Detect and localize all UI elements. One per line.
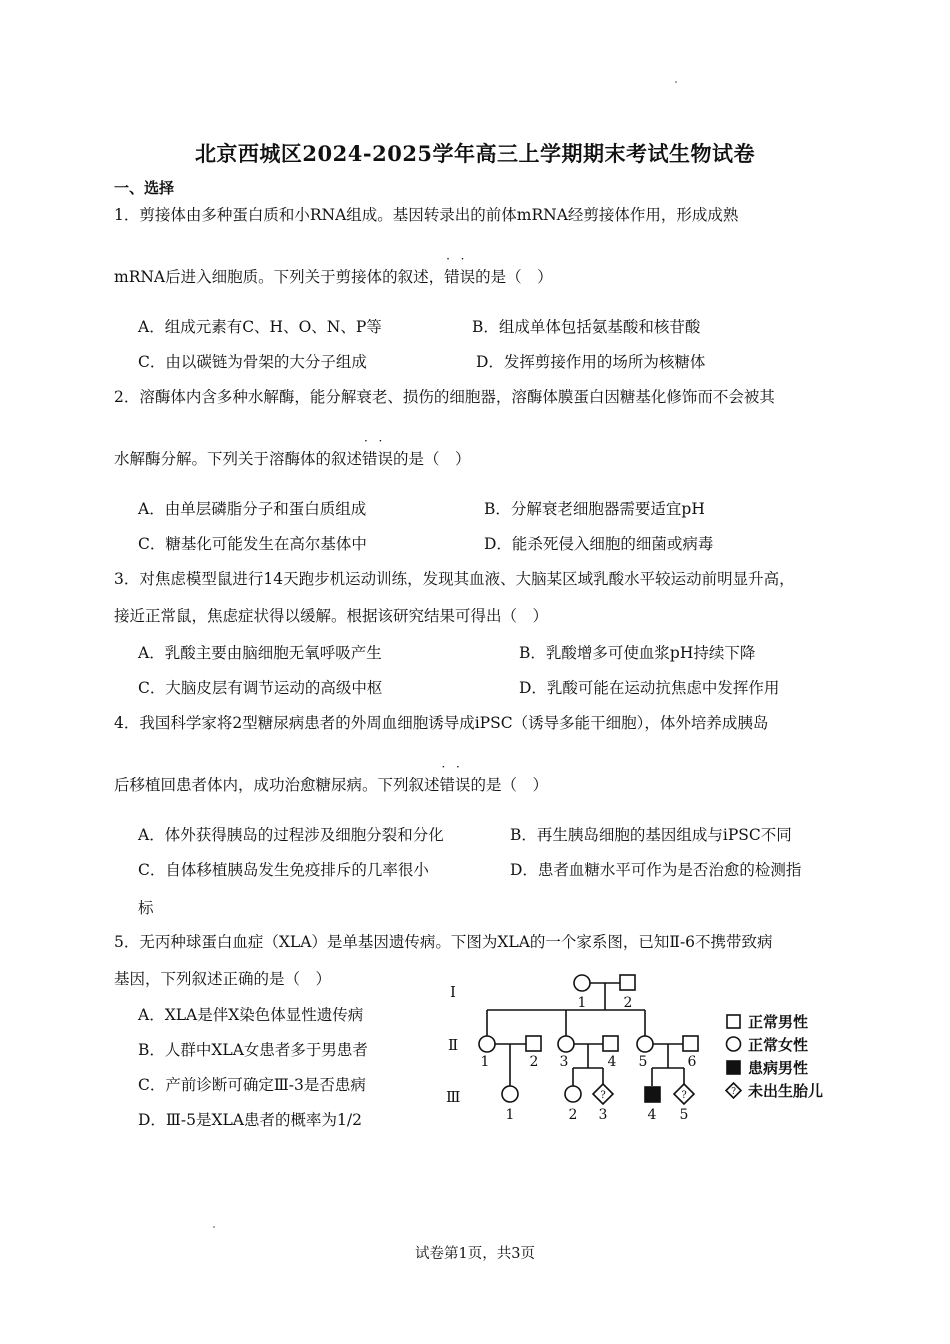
gen2-number: 6 xyxy=(687,1054,697,1070)
emphasis-text: · · 错误 xyxy=(440,773,471,795)
page-footer: 试卷第1页，共3页 xyxy=(415,1246,535,1262)
gen-label-2: Ⅱ xyxy=(448,1036,459,1054)
gen1-number: 2 xyxy=(623,995,633,1011)
q4-stem-line2: 后移植回患者体内，成功治愈糖尿病。下列叙述· · 错误的是（ ） xyxy=(114,773,548,795)
pedigree-diagram xyxy=(440,970,860,1130)
q3-option-b: B．乳酸增多可使血浆pH持续下降 xyxy=(519,644,756,662)
legend-affected-male-symbol xyxy=(727,1061,740,1074)
q3-option-a: A．乳酸主要由脑细胞无氧呼吸产生 xyxy=(138,644,382,662)
gen2-female-3 xyxy=(558,1036,574,1052)
q1-option-b: B．组成单体包括氨基酸和核苷酸 xyxy=(472,318,701,336)
gen2-number: 3 xyxy=(559,1054,569,1070)
emphasis-text: · · 错误 xyxy=(444,265,475,287)
emphasis-text: · · 错误 xyxy=(362,447,393,469)
q2-stem-line1: 2．溶酶体内含多种水解酶，能分解衰老、损伤的细胞器，溶酶体膜蛋白因糖基化修饰而不会被其 xyxy=(114,388,775,406)
gen1-female-1 xyxy=(574,975,590,991)
q2-stem-line2: 水解酶分解。下列关于溶酶体的叙述· · 错误的是（ ） xyxy=(114,447,471,469)
gen3-number: 2 xyxy=(568,1107,578,1123)
gen-label-1: Ⅰ xyxy=(450,983,456,1001)
gen3-female-2 xyxy=(565,1086,581,1102)
q5-option-b: B．人群中XLA女患者多于男患者 xyxy=(138,1041,368,1059)
q4-option-b: B．再生胰岛细胞的基因组成与iPSC不同 xyxy=(510,826,792,844)
gen2-male-4 xyxy=(603,1036,618,1051)
q2-option-b: B．分解衰老细胞器需要适宜pH xyxy=(484,500,705,518)
q3-stem-line2: 接近正常鼠，焦虑症状得以缓解。根据该研究结果可得出（ ） xyxy=(114,607,549,625)
q5-option-a: A．XLA是伴X染色体显性遗传病 xyxy=(138,1006,364,1024)
legend-normal-female-symbol xyxy=(727,1037,741,1051)
gen2-male-6 xyxy=(683,1036,698,1051)
section-heading: 一、选择 xyxy=(114,179,175,197)
gen3-number: 4 xyxy=(647,1107,657,1123)
q5-stem-line1: 5．无丙种球蛋白血症（XLA）是单基因遗传病。下图为XLA的一个家系图，已知Ⅱ-6不携带致病 xyxy=(114,933,773,951)
q3-stem-line1: 3．对焦虑模型鼠进行14天跑步机运动训练，发现其血液、大脑某区域乳酸水平较运动前明显升高， xyxy=(114,570,795,588)
q1-stem-line2: mRNA后进入细胞质。下列关于剪接体的叙述，· · 错误的是（ ） xyxy=(114,265,553,287)
page-title: 北京西城区2024-2025学年高三上学期期末考试生物试卷 xyxy=(194,141,756,166)
gen1-number: 1 xyxy=(577,995,587,1011)
scan-dot xyxy=(213,1226,215,1228)
legend-normal-female: 正常女性 xyxy=(748,1036,809,1054)
legend-unborn: 未出生胎儿 xyxy=(748,1082,824,1100)
q4-option-d: D．患者血糖水平可作为是否治愈的检测指 xyxy=(510,861,802,879)
unborn-mark: ? xyxy=(731,1087,736,1097)
q4-option-c: C．自体移植胰岛发生免疫排斥的几率很小 xyxy=(138,861,429,879)
gen3-number: 1 xyxy=(505,1107,515,1123)
q1-stem-line1: 1．剪接体由多种蛋白质和小RNA组成。基因转录出的前体mRNA经剪接体作用，形成成熟 xyxy=(114,206,739,224)
q1-option-a: A．组成元素有C、H、O、N、P等 xyxy=(138,318,382,336)
q4-stem-line1: 4．我国科学家将2型糖尿病患者的外周血细胞诱导成iPSC（诱导多能干细胞），体外培养成胰岛 xyxy=(114,714,769,732)
q1-option-d: D．发挥剪接作用的场所为核糖体 xyxy=(476,353,706,371)
scan-dot xyxy=(675,81,677,83)
q4-option-a: A．体外获得胰岛的过程涉及细胞分裂和分化 xyxy=(138,826,444,844)
legend-affected-male: 患病男性 xyxy=(748,1059,809,1077)
q2-option-c: C．糖基化可能发生在高尔基体中 xyxy=(138,535,367,553)
unborn-mark: ? xyxy=(681,1090,687,1101)
gen3-affected-male-4 xyxy=(645,1087,660,1102)
gen3-number: 3 xyxy=(598,1107,608,1123)
q4-option-d-wrap: 标 xyxy=(138,899,154,917)
gen2-female-1 xyxy=(479,1036,495,1052)
gen2-number: 1 xyxy=(480,1054,490,1070)
legend-normal-male-symbol xyxy=(727,1015,740,1028)
q3-option-d: D．乳酸可能在运动抗焦虑中发挥作用 xyxy=(519,679,780,697)
gen2-female-5 xyxy=(637,1036,653,1052)
gen2-number: 2 xyxy=(529,1054,539,1070)
q1-option-c: C．由以碳链为骨架的大分子组成 xyxy=(138,353,367,371)
q2-option-a: A．由单层磷脂分子和蛋白质组成 xyxy=(138,500,367,518)
q5-stem-line2: 基因，下列叙述正确的是（ ） xyxy=(114,970,332,988)
unborn-mark: ? xyxy=(600,1090,606,1101)
gen3-number: 5 xyxy=(679,1107,689,1123)
q5-option-d: D．Ⅲ-5是XLA患者的概率为1/2 xyxy=(138,1111,362,1129)
gen2-male-2 xyxy=(526,1036,541,1051)
legend-normal-male: 正常男性 xyxy=(748,1013,809,1031)
gen2-number: 4 xyxy=(607,1054,617,1070)
gen2-number: 5 xyxy=(638,1054,648,1070)
gen1-male-2 xyxy=(620,975,635,990)
gen3-female-1 xyxy=(502,1086,518,1102)
q3-option-c: C．大脑皮层有调节运动的高级中枢 xyxy=(138,679,383,697)
q5-option-c: C．产前诊断可确定Ⅲ-3是否患病 xyxy=(138,1076,366,1094)
gen-label-3: Ⅲ xyxy=(446,1088,461,1106)
q2-option-d: D．能杀死侵入细胞的细菌或病毒 xyxy=(484,535,714,553)
